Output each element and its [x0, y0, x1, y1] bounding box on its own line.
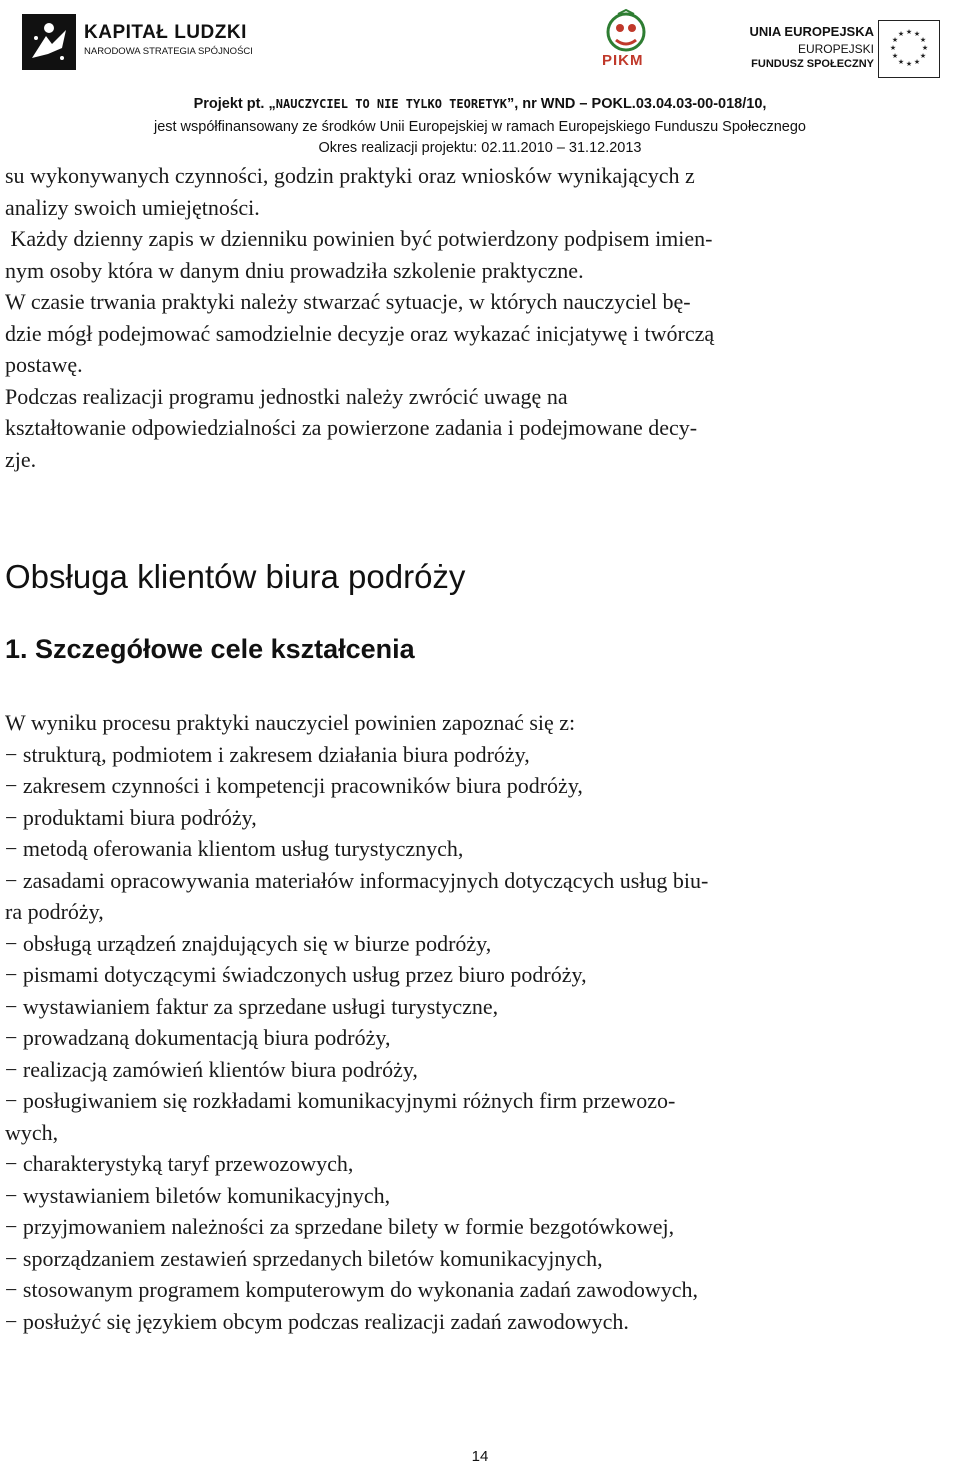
svg-text:★: ★	[897, 30, 905, 38]
pikm-logo	[596, 8, 656, 72]
kapital-ludzki-logo	[22, 14, 253, 70]
svg-text:★: ★	[913, 30, 921, 38]
page-number: 14	[471, 1448, 489, 1465]
list-item: − realizacją zamówień klientów biura podróży,	[5, 1056, 418, 1082]
objectives-list	[5, 739, 905, 1338]
text-line: postawę.	[5, 352, 83, 377]
list-item: − strukturą, podmiotem i zakresem działania biura podróży,	[5, 741, 530, 767]
svg-text:★: ★	[919, 36, 927, 44]
eu-line1: UNIA EUROPEJSKA	[749, 24, 874, 39]
text-line: dzie mógł podejmować samodzielnie decyzje oraz wykazać inicjatywę i twórczą	[5, 320, 715, 346]
list-item: − posłużyć się językiem obcym podczas realizacji zadań zawodowych.	[5, 1308, 629, 1334]
svg-text:★: ★	[921, 44, 929, 52]
text-line: kształtowanie odpowiedzialności za powierzone zadania i podejmowane decy-	[5, 415, 698, 440]
svg-text:★: ★	[889, 44, 897, 52]
pikm-emblem-icon	[596, 8, 656, 54]
eu-flag-icon	[878, 20, 940, 78]
logo-left-title: KAPITAŁ LUDZKI	[84, 22, 247, 43]
text-line: zje.	[5, 446, 37, 472]
text-line: Podczas realizacji programu jednostki należy zwrócić uwagę na	[5, 383, 568, 409]
list-item: − posługiwaniem się rozkładami komunikacyjnymi różnych firm przewozo-	[5, 1088, 676, 1113]
text-line: su wykonywanych czynności, godzin praktyki oraz wniosków wynikających z	[5, 163, 695, 188]
section-subheading: 1. Szczegółowe cele kształcenia	[5, 634, 415, 664]
text-line: W czasie trwania praktyki należy stwarzać sytuacje, w których nauczyciel bę-	[5, 289, 691, 314]
svg-text:★: ★	[897, 58, 905, 66]
list-item: − wystawianiem faktur za sprzedane usługi turystyczne,	[5, 993, 499, 1019]
body-text	[5, 160, 905, 475]
svg-text:★: ★	[913, 58, 921, 66]
section-heading: Obsługa klientów biura podróży	[5, 558, 466, 595]
list-item: − zasadami opracowywania materiałów informacyjnych dotyczących usług biu-	[5, 867, 709, 893]
objectives-intro: W wyniku procesu praktyki nauczyciel powinien zapoznać się z:	[5, 710, 576, 735]
project-suffix: ”, nr WND – POKL.03.04.03-00-018/10,	[506, 96, 767, 112]
svg-text:★: ★	[905, 60, 913, 68]
objectives-block	[5, 707, 905, 1337]
pikm-logo-text: PIKM	[602, 52, 644, 69]
list-item: − obsługą urządzeń znajdujących się w biurze podróży,	[5, 930, 492, 956]
svg-text:★: ★	[891, 36, 899, 44]
project-prefix: Projekt pt. „	[193, 96, 276, 112]
list-item: − produktami biura podróży,	[5, 804, 257, 830]
list-item: − prowadzaną dokumentacją biura podróży,	[5, 1025, 391, 1050]
eu-logo	[748, 18, 948, 80]
svg-text:★: ★	[905, 28, 913, 36]
list-item: − przyjmowaniem należności za sprzedane bilety w formie bezgotówkowej,	[5, 1214, 675, 1239]
list-item: − metodą oferowania klientom usług turystycznych,	[5, 836, 464, 861]
list-item: − zakresem czynności i kompetencji pracowników biura podróży,	[5, 773, 583, 798]
cofinance-line: jest współfinansowany ze środków Unii Europejskiej w ramach Europejskiego Funduszu Społecznego	[153, 119, 807, 135]
kapital-ludzki-emblem-icon	[22, 14, 76, 70]
list-item: ra podróży,	[5, 899, 104, 924]
text-line: nym osoby która w danym dniu prowadziła szkolenie praktyczne.	[5, 257, 584, 283]
svg-text:★: ★	[919, 52, 927, 60]
list-item: − stosowanym programem komputerowym do wykonania zadań zawodowych,	[5, 1277, 699, 1302]
list-item: − charakterystyką taryf przewozowych,	[5, 1151, 354, 1176]
eu-line2: EUROPEJSKI	[797, 42, 874, 56]
svg-text:★: ★	[891, 52, 899, 60]
logo-left-subtitle: NARODOWA STRATEGIA SPÓJNOŚCI	[84, 46, 253, 57]
eu-line3: FUNDUSZ SPOŁECZNY	[751, 58, 874, 70]
text-line: Każdy dzienny zapis w dzienniku powinien być potwierdzony podpisem imien-	[5, 226, 713, 251]
project-line	[0, 96, 960, 112]
list-item: wych,	[5, 1119, 59, 1145]
list-item: − sporządzaniem zestawień sprzedanych biletów komunikacyjnych,	[5, 1245, 603, 1271]
period-line: Okres realizacji projektu: 02.11.2010 – 31.12.2013	[318, 140, 642, 156]
list-item: − pismami dotyczącymi świadczonych usług przez biuro podróży,	[5, 962, 587, 987]
text-line: analizy swoich umiejętności.	[5, 194, 260, 220]
list-item: − wystawianiem biletów komunikacyjnych,	[5, 1182, 391, 1208]
project-title: NAUCZYCIEL TO NIE TYLKO TEORETYK	[275, 97, 507, 111]
page-header	[0, 0, 960, 160]
